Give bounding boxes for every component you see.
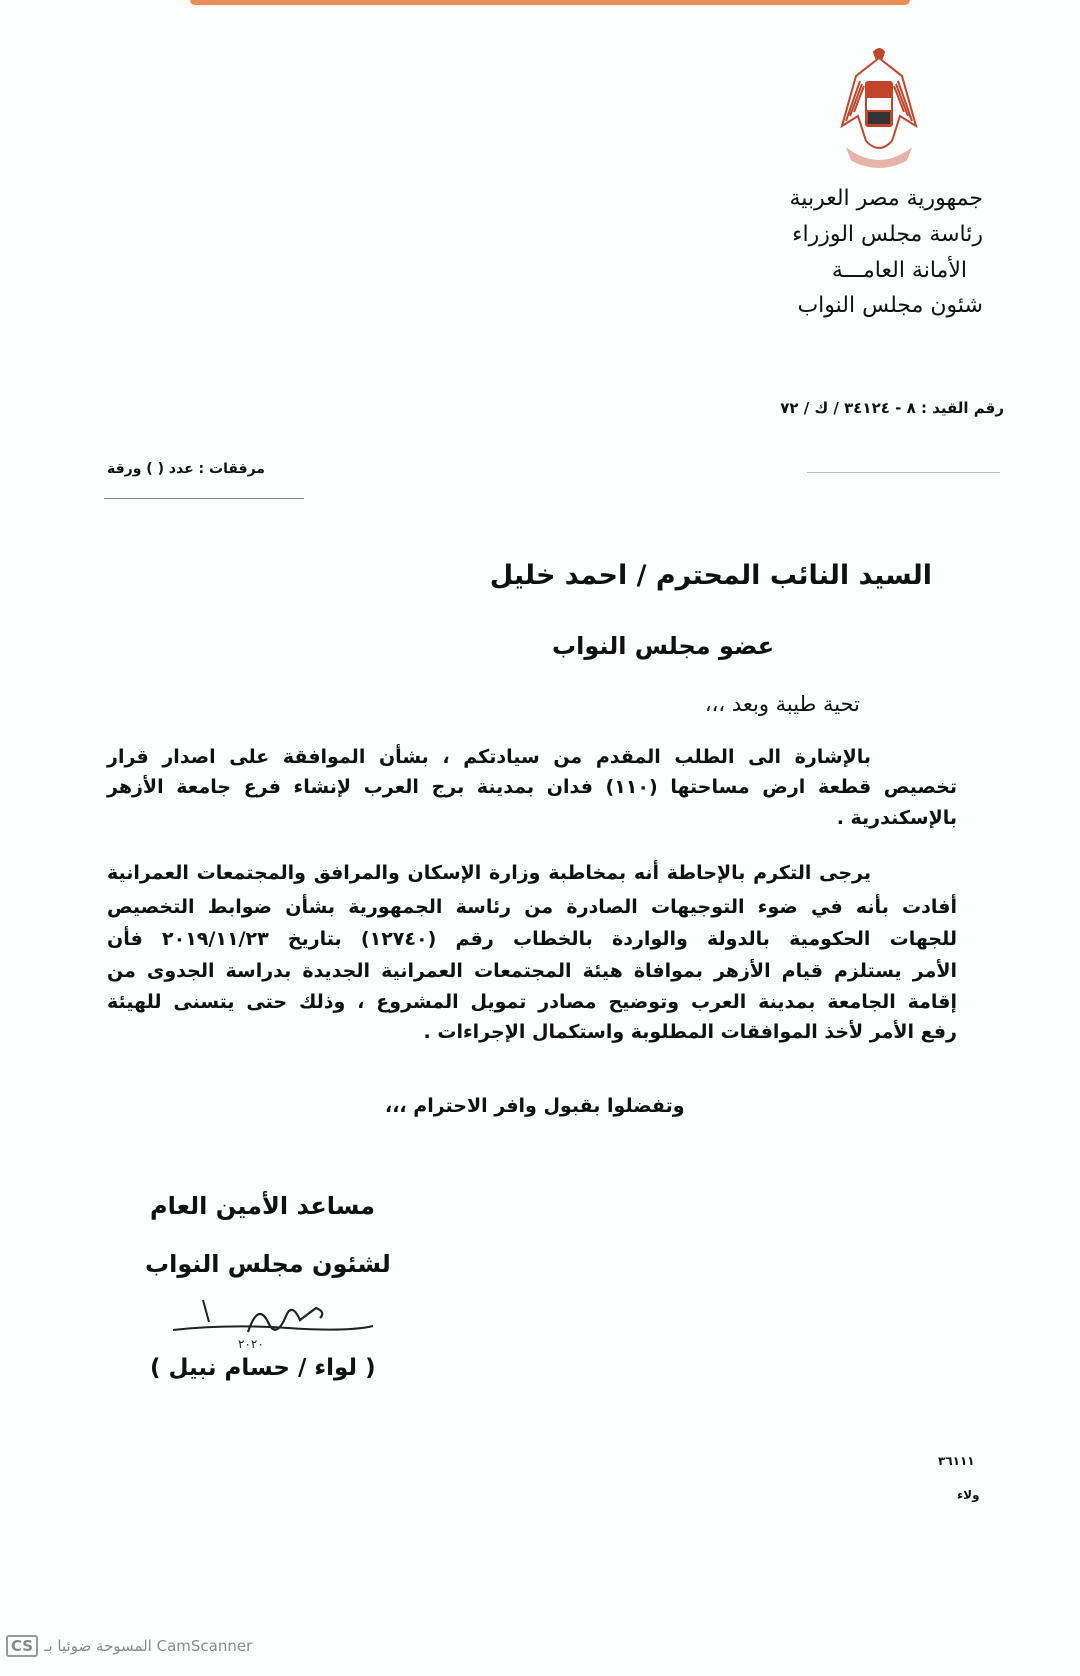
divider: [104, 498, 304, 499]
camscanner-watermark: [6, 1635, 252, 1657]
greeting: تحية طيبة وبعد ،،،: [704, 692, 860, 716]
paragraph-1-line: بالإسكندرية .: [836, 807, 957, 829]
internal-code: ٣٦١١١: [938, 1454, 975, 1468]
divider: [807, 472, 1000, 473]
paragraph-2-line: رفع الأمر لأخذ الموافقات المطلوبة واستكمال الإجراءات .: [423, 1021, 957, 1043]
paragraph-2-line: الأمر يستلزم قيام الأزهر بموافاة هيئة المجتمعات العمرانية الجديدة بدراسة الجدوى من: [107, 960, 957, 982]
eagle-emblem-icon: [836, 46, 922, 172]
signatory-department: لشئون مجلس النواب: [145, 1250, 391, 1278]
attachments-count: مرفقات : عدد ( ) ورقة: [107, 461, 265, 477]
reference-label: رقم القيد :: [920, 399, 1004, 417]
addressee-title: عضو مجلس النواب: [552, 632, 775, 660]
paragraph-2-line: يرجى التكرم بالإحاطة أنه بمخاطبة وزارة الإسكان والمرافق والمجتمعات العمرانية: [107, 862, 871, 884]
reference-value: ٨ - ٣٤١٢٤ / ك / ٧٢: [780, 399, 916, 417]
reference-number: [780, 399, 1004, 417]
typist-initials: ولاء: [957, 1488, 980, 1502]
paragraph-2-line: إقامة الجامعة بمدينة العرب وتوضيح مصادر تمويل المشروع ، وذلك حتى يتسنى للهيئة: [107, 991, 957, 1013]
signatory-name: ( لواء / حسام نبيل ): [150, 1355, 376, 1381]
closing-salutation: وتفضلوا بقبول وافر الاحترام ،،،: [385, 1095, 685, 1117]
paragraph-1-line: بالإشارة الى الطلب المقدم من سيادتكم ، بشأن الموافقة على اصدار قرار: [107, 746, 871, 768]
paragraph-1-line: تخصيص قطعة ارض مساحتها (١١٠) فدان بمدينة برج العرب لإنشاء فرع جامعة الأزهر: [107, 776, 957, 798]
header-line-cabinet: رئاسة مجلس الوزراء: [792, 222, 983, 247]
watermark-text: CamScanner المسوحة ضوئيا بـ: [44, 1637, 253, 1655]
header-line-parliament-affairs: شئون مجلس النواب: [797, 293, 983, 318]
camscanner-logo-icon: CS: [6, 1635, 38, 1657]
header-line-secretariat: الأمانة العامـــة: [831, 258, 967, 283]
signatory-title: مساعد الأمين العام: [150, 1192, 375, 1220]
paragraph-2-line: أفادت بأنه في ضوء التوجيهات الصادرة من رئاسة الجمهورية بشأن ضوابط التخصيص: [107, 896, 957, 918]
svg-text:٢٠٢٠: ٢٠٢٠: [238, 1337, 264, 1350]
top-edge-color-strip: [190, 0, 910, 5]
paragraph-2-line: للجهات الحكومية بالدولة والواردة بالخطاب رقم (١٢٧٤٠) بتاريخ ٢٠١٩/١١/٢٣ فأن: [107, 928, 958, 950]
handwritten-signature: [168, 1290, 378, 1350]
addressee-name: السيد النائب المحترم / احمد خليل: [489, 560, 932, 591]
header-line-republic: جمهورية مصر العربية: [789, 186, 983, 211]
